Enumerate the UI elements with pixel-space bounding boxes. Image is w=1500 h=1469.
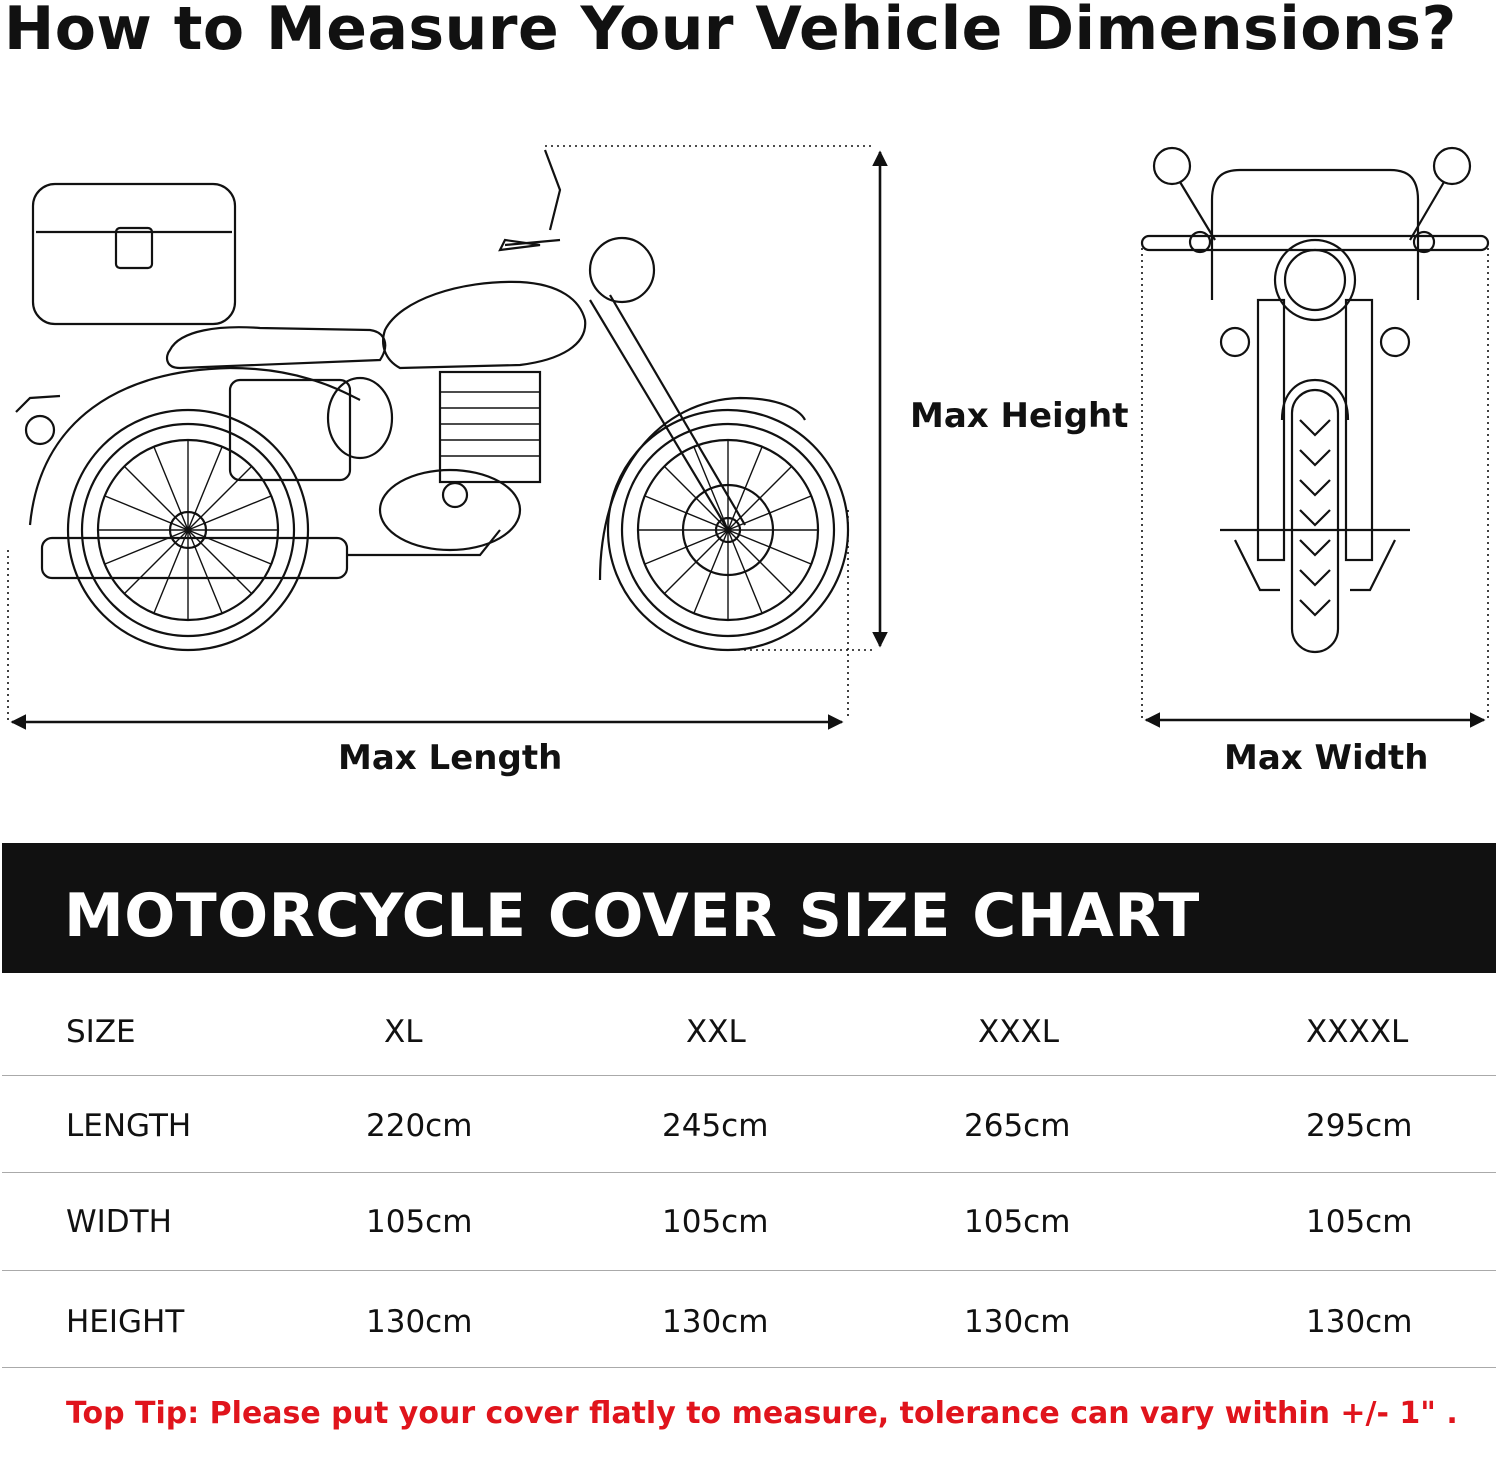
header-cell-label: SIZE [66,1014,136,1050]
max-length-label: Max Length [338,738,563,778]
table-cell: 295cm [1306,1108,1413,1144]
table-cell: 105cm [662,1204,769,1240]
table-cell: 130cm [662,1304,769,1340]
table-cell: 245cm [662,1108,769,1144]
row-label: HEIGHT [66,1304,185,1340]
table-row-length [2,1078,1496,1174]
table-cell: 130cm [366,1304,473,1340]
row-label: WIDTH [66,1204,172,1240]
table-cell: 265cm [964,1108,1071,1144]
max-height-label: Max Height [910,396,1129,436]
row-divider [2,1075,1496,1076]
motorcycle-front-view-icon [1142,148,1488,652]
size-header-row [2,984,1496,1080]
table-cell: 220cm [366,1108,473,1144]
table-row-width [2,1174,1496,1270]
max-width-label: Max Width [1224,738,1429,778]
measurement-illustration [0,100,1500,820]
row-divider [2,1270,1496,1271]
table-cell: 105cm [964,1204,1071,1240]
header-cell-xl: XL [384,1014,423,1050]
row-label: LENGTH [66,1108,192,1144]
header-cell-xxxl: XXXL [978,1014,1059,1050]
size-chart-title: MOTORCYCLE COVER SIZE CHART [64,881,1200,951]
top-tip-note: Top Tip: Please put your cover flatly to measure, tolerance can vary within +/- 1" . [66,1396,1458,1431]
table-cell: 105cm [366,1204,473,1240]
motorcycle-side-view-icon [16,150,848,650]
page-title: How to Measure Your Vehicle Dimensions? [4,0,1457,64]
header-cell-xxl: XXL [686,1014,746,1050]
table-cell: 130cm [964,1304,1071,1340]
table-cell: 105cm [1306,1204,1413,1240]
table-row-height [2,1274,1496,1370]
size-chart-banner [2,843,1496,973]
table-cell: 130cm [1306,1304,1413,1340]
header-cell-xxxxl: XXXXL [1306,1014,1409,1050]
row-divider [2,1172,1496,1173]
row-divider [2,1367,1496,1368]
